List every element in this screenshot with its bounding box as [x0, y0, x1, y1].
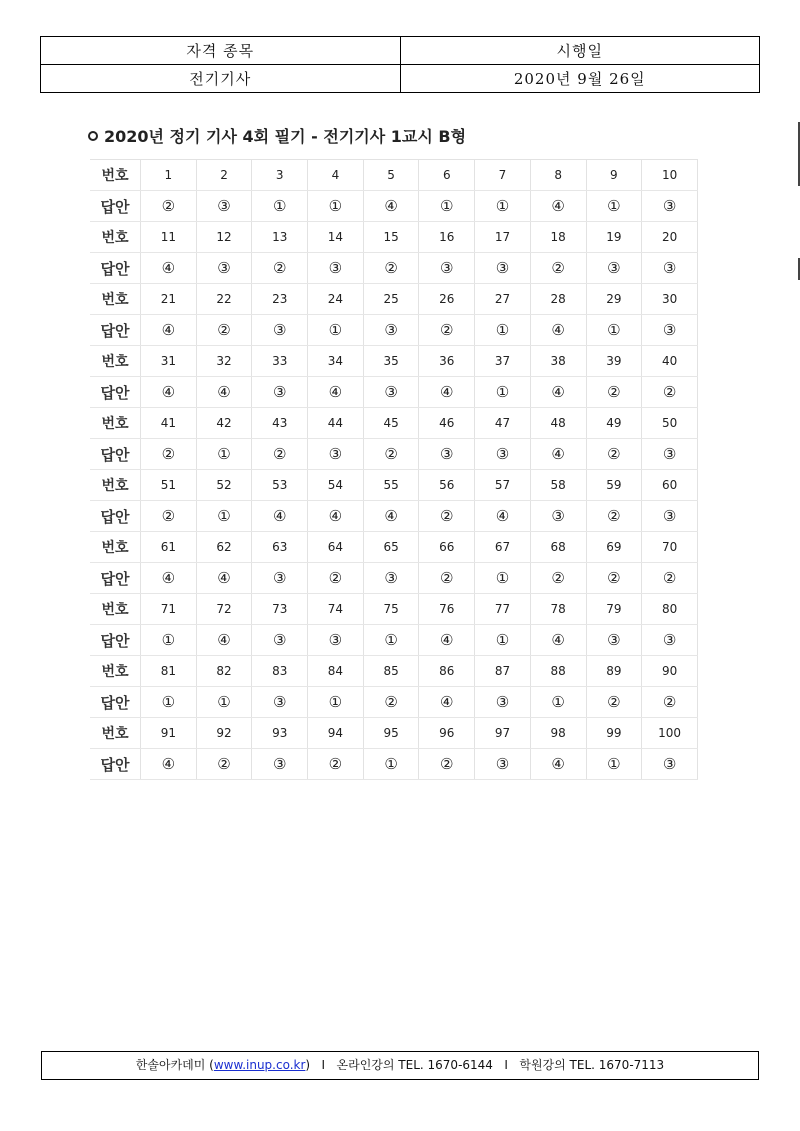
question-number-cell: 87 [475, 656, 531, 687]
answer-cell: ① [308, 687, 364, 718]
answer-cell: ④ [308, 377, 364, 408]
question-number-cell: 83 [252, 656, 308, 687]
answer-cell: ③ [586, 625, 642, 656]
question-number-cell: 40 [642, 346, 698, 377]
answer-cell: ④ [252, 501, 308, 532]
exam-date-value: 2020년 9월 26일 [400, 65, 760, 93]
number-row-label: 번호 [90, 718, 141, 749]
question-number-cell: 99 [586, 718, 642, 749]
answer-cell: ① [475, 377, 531, 408]
answer-row [90, 191, 698, 222]
answer-row [90, 687, 698, 718]
question-number-cell: 79 [586, 594, 642, 625]
answer-cell: ② [586, 439, 642, 470]
question-number-cell: 84 [308, 656, 364, 687]
answer-cell: ① [475, 625, 531, 656]
question-number-cell: 31 [141, 346, 197, 377]
question-number-cell: 21 [141, 284, 197, 315]
answer-cell: ④ [141, 315, 197, 346]
question-number-cell: 10 [642, 160, 698, 191]
question-number-cell: 19 [586, 222, 642, 253]
question-number-cell: 89 [586, 656, 642, 687]
answer-cell: ④ [308, 501, 364, 532]
answer-cell: ② [530, 563, 586, 594]
qualification-label: 자격 종목 [41, 37, 401, 65]
answer-cell: ③ [642, 625, 698, 656]
answer-cell: ③ [363, 563, 419, 594]
answer-cell: ② [586, 563, 642, 594]
answer-cell: ① [475, 563, 531, 594]
question-number-cell: 68 [530, 532, 586, 563]
answer-cell: ④ [530, 377, 586, 408]
question-number-cell: 14 [308, 222, 364, 253]
answer-cell: ② [419, 749, 475, 780]
question-number-cell: 33 [252, 346, 308, 377]
question-number-cell: 43 [252, 408, 308, 439]
footer-contact [41, 1051, 759, 1080]
answer-cell: ② [308, 749, 364, 780]
page-title [88, 124, 466, 147]
question-number-cell: 59 [586, 470, 642, 501]
question-number-cell: 42 [196, 408, 252, 439]
question-number-cell: 2 [196, 160, 252, 191]
answer-cell: ④ [530, 191, 586, 222]
exam-date-label: 시행일 [400, 37, 760, 65]
answer-row-label: 답안 [90, 253, 141, 284]
question-number-cell: 80 [642, 594, 698, 625]
question-number-cell: 77 [475, 594, 531, 625]
answer-cell: ② [642, 377, 698, 408]
number-row-label: 번호 [90, 532, 141, 563]
question-number-cell: 82 [196, 656, 252, 687]
answer-cell: ② [586, 687, 642, 718]
question-number-cell: 70 [642, 532, 698, 563]
answer-cell: ② [419, 315, 475, 346]
answer-cell: ② [363, 439, 419, 470]
answer-cell: ④ [530, 315, 586, 346]
question-number-cell: 25 [363, 284, 419, 315]
answer-cell: ③ [475, 749, 531, 780]
answer-cell: ③ [308, 625, 364, 656]
question-number-cell: 91 [141, 718, 197, 749]
answer-cell: ③ [419, 439, 475, 470]
answer-cell: ④ [419, 625, 475, 656]
question-number-cell: 67 [475, 532, 531, 563]
question-number-cell: 29 [586, 284, 642, 315]
question-number-cell: 36 [419, 346, 475, 377]
answer-cell: ② [419, 563, 475, 594]
answer-cell: ④ [196, 625, 252, 656]
question-number-cell: 46 [419, 408, 475, 439]
number-row [90, 656, 698, 687]
answer-cell: ④ [530, 749, 586, 780]
answer-cell: ③ [642, 749, 698, 780]
number-row [90, 160, 698, 191]
question-number-cell: 94 [308, 718, 364, 749]
qualification-value: 전기기사 [41, 65, 401, 93]
answer-cell: ① [141, 625, 197, 656]
question-number-cell: 51 [141, 470, 197, 501]
answer-row-label: 답안 [90, 687, 141, 718]
question-number-cell: 55 [363, 470, 419, 501]
question-number-cell: 50 [642, 408, 698, 439]
number-row [90, 594, 698, 625]
answer-row-label: 답안 [90, 191, 141, 222]
answer-cell: ④ [419, 687, 475, 718]
question-number-cell: 93 [252, 718, 308, 749]
answer-cell: ③ [308, 439, 364, 470]
answer-cell: ④ [363, 501, 419, 532]
answer-row-label: 답안 [90, 377, 141, 408]
answer-cell: ② [196, 749, 252, 780]
answer-row [90, 563, 698, 594]
question-number-cell: 62 [196, 532, 252, 563]
answer-cell: ② [363, 253, 419, 284]
question-number-cell: 73 [252, 594, 308, 625]
question-number-cell: 74 [308, 594, 364, 625]
answer-cell: ② [141, 501, 197, 532]
answer-cell: ② [530, 253, 586, 284]
answer-cell: ① [308, 191, 364, 222]
answer-cell: ② [252, 439, 308, 470]
question-number-cell: 86 [419, 656, 475, 687]
answer-cell: ① [419, 191, 475, 222]
number-row [90, 222, 698, 253]
answer-cell: ③ [419, 253, 475, 284]
answer-cell: ② [642, 687, 698, 718]
answer-cell: ③ [363, 315, 419, 346]
question-number-cell: 48 [530, 408, 586, 439]
question-number-cell: 22 [196, 284, 252, 315]
answer-cell: ① [475, 315, 531, 346]
answer-cell: ③ [475, 253, 531, 284]
question-number-cell: 72 [196, 594, 252, 625]
question-number-cell: 56 [419, 470, 475, 501]
question-number-cell: 81 [141, 656, 197, 687]
answer-cell: ② [642, 563, 698, 594]
answer-row [90, 315, 698, 346]
question-number-cell: 53 [252, 470, 308, 501]
question-number-cell: 5 [363, 160, 419, 191]
question-number-cell: 44 [308, 408, 364, 439]
answer-cell: ④ [363, 191, 419, 222]
answer-cell: ④ [196, 563, 252, 594]
question-number-cell: 18 [530, 222, 586, 253]
number-row-label: 번호 [90, 284, 141, 315]
question-number-cell: 1 [141, 160, 197, 191]
footer-open-paren: ( [205, 1058, 214, 1072]
answer-cell: ③ [252, 377, 308, 408]
question-number-cell: 3 [252, 160, 308, 191]
number-row [90, 346, 698, 377]
question-number-cell: 61 [141, 532, 197, 563]
answer-row [90, 253, 698, 284]
answer-cell: ③ [642, 501, 698, 532]
answer-cell: ③ [308, 253, 364, 284]
answer-cell: ④ [141, 563, 197, 594]
number-row-label: 번호 [90, 160, 141, 191]
answer-row-label: 답안 [90, 315, 141, 346]
answer-cell: ① [363, 749, 419, 780]
answer-cell: ① [196, 687, 252, 718]
question-number-cell: 23 [252, 284, 308, 315]
answer-cell: ③ [642, 253, 698, 284]
question-number-cell: 12 [196, 222, 252, 253]
answer-cell: ③ [196, 191, 252, 222]
question-number-cell: 97 [475, 718, 531, 749]
question-number-cell: 85 [363, 656, 419, 687]
answer-row-label: 답안 [90, 501, 141, 532]
question-number-cell: 63 [252, 532, 308, 563]
answer-cell: ④ [530, 439, 586, 470]
number-row [90, 408, 698, 439]
question-number-cell: 88 [530, 656, 586, 687]
question-number-cell: 16 [419, 222, 475, 253]
answer-cell: ③ [252, 625, 308, 656]
question-number-cell: 52 [196, 470, 252, 501]
question-number-cell: 96 [419, 718, 475, 749]
number-row-label: 번호 [90, 656, 141, 687]
question-number-cell: 20 [642, 222, 698, 253]
answer-cell: ① [530, 687, 586, 718]
question-number-cell: 17 [475, 222, 531, 253]
question-number-cell: 78 [530, 594, 586, 625]
answer-row-label: 답안 [90, 749, 141, 780]
question-number-cell: 95 [363, 718, 419, 749]
answer-cell: ② [141, 439, 197, 470]
question-number-cell: 7 [475, 160, 531, 191]
answer-cell: ② [141, 191, 197, 222]
question-number-cell: 92 [196, 718, 252, 749]
question-number-cell: 64 [308, 532, 364, 563]
question-number-cell: 66 [419, 532, 475, 563]
answer-cell: ③ [252, 749, 308, 780]
page-title-text: 2020년 정기 기사 4회 필기 - 전기기사 1교시 B형 [104, 127, 467, 146]
bullet-icon [88, 131, 98, 141]
question-number-cell: 41 [141, 408, 197, 439]
question-number-cell: 13 [252, 222, 308, 253]
answer-cell: ② [419, 501, 475, 532]
answer-cell: ② [586, 501, 642, 532]
number-row-label: 번호 [90, 408, 141, 439]
answer-key-table [90, 159, 698, 780]
answer-row [90, 749, 698, 780]
question-number-cell: 45 [363, 408, 419, 439]
footer-phone-info: ) I 온라인강의 TEL. 1670-6144 I 학원강의 TEL. 1670-7113 [305, 1058, 665, 1072]
answer-cell: ① [252, 191, 308, 222]
answer-row [90, 501, 698, 532]
answer-cell: ③ [642, 191, 698, 222]
number-row-label: 번호 [90, 222, 141, 253]
answer-cell: ④ [141, 253, 197, 284]
question-number-cell: 57 [475, 470, 531, 501]
academy-name: 한솔아카데미 [135, 1058, 206, 1072]
question-number-cell: 6 [419, 160, 475, 191]
question-number-cell: 76 [419, 594, 475, 625]
answer-cell: ① [196, 501, 252, 532]
question-number-cell: 69 [586, 532, 642, 563]
question-number-cell: 26 [419, 284, 475, 315]
question-number-cell: 98 [530, 718, 586, 749]
question-number-cell: 15 [363, 222, 419, 253]
question-number-cell: 30 [642, 284, 698, 315]
number-row [90, 532, 698, 563]
answer-cell: ③ [252, 563, 308, 594]
question-number-cell: 35 [363, 346, 419, 377]
question-number-cell: 34 [308, 346, 364, 377]
answer-row [90, 377, 698, 408]
question-number-cell: 75 [363, 594, 419, 625]
answer-row-label: 답안 [90, 625, 141, 656]
answer-cell: ④ [475, 501, 531, 532]
answer-cell: ① [586, 749, 642, 780]
answer-row [90, 625, 698, 656]
question-number-cell: 32 [196, 346, 252, 377]
answer-cell: ③ [475, 439, 531, 470]
number-row-label: 번호 [90, 346, 141, 377]
question-number-cell: 100 [642, 718, 698, 749]
answer-cell: ③ [252, 315, 308, 346]
answer-cell: ① [586, 315, 642, 346]
answer-cell: ③ [642, 439, 698, 470]
question-number-cell: 54 [308, 470, 364, 501]
question-number-cell: 28 [530, 284, 586, 315]
answer-row-label: 답안 [90, 439, 141, 470]
answer-cell: ① [475, 191, 531, 222]
question-number-cell: 8 [530, 160, 586, 191]
answer-cell: ④ [141, 749, 197, 780]
question-number-cell: 65 [363, 532, 419, 563]
question-number-cell: 27 [475, 284, 531, 315]
question-number-cell: 11 [141, 222, 197, 253]
answer-cell: ④ [141, 377, 197, 408]
question-number-cell: 49 [586, 408, 642, 439]
number-row-label: 번호 [90, 470, 141, 501]
question-number-cell: 47 [475, 408, 531, 439]
answer-cell: ② [252, 253, 308, 284]
question-number-cell: 9 [586, 160, 642, 191]
answer-cell: ① [586, 191, 642, 222]
answer-cell: ② [363, 687, 419, 718]
answer-cell: ③ [586, 253, 642, 284]
answer-cell: ③ [196, 253, 252, 284]
academy-website-link[interactable]: www.inup.co.kr [213, 1058, 306, 1072]
number-row [90, 718, 698, 749]
question-number-cell: 71 [141, 594, 197, 625]
answer-cell: ① [308, 315, 364, 346]
question-number-cell: 24 [308, 284, 364, 315]
question-number-cell: 4 [308, 160, 364, 191]
number-row-label: 번호 [90, 594, 141, 625]
answer-cell: ④ [530, 625, 586, 656]
answer-row [90, 439, 698, 470]
exam-info-table [40, 36, 760, 93]
question-number-cell: 39 [586, 346, 642, 377]
answer-cell: ② [196, 315, 252, 346]
answer-cell: ① [363, 625, 419, 656]
question-number-cell: 60 [642, 470, 698, 501]
answer-cell: ② [308, 563, 364, 594]
answer-cell: ③ [642, 315, 698, 346]
question-number-cell: 90 [642, 656, 698, 687]
answer-cell: ③ [363, 377, 419, 408]
question-number-cell: 37 [475, 346, 531, 377]
question-number-cell: 58 [530, 470, 586, 501]
answer-cell: ③ [252, 687, 308, 718]
answer-cell: ④ [419, 377, 475, 408]
answer-cell: ③ [475, 687, 531, 718]
answer-cell: ④ [196, 377, 252, 408]
answer-cell: ③ [530, 501, 586, 532]
number-row [90, 470, 698, 501]
number-row [90, 284, 698, 315]
answer-cell: ① [141, 687, 197, 718]
answer-row-label: 답안 [90, 563, 141, 594]
answer-cell: ① [196, 439, 252, 470]
answer-cell: ② [586, 377, 642, 408]
question-number-cell: 38 [530, 346, 586, 377]
